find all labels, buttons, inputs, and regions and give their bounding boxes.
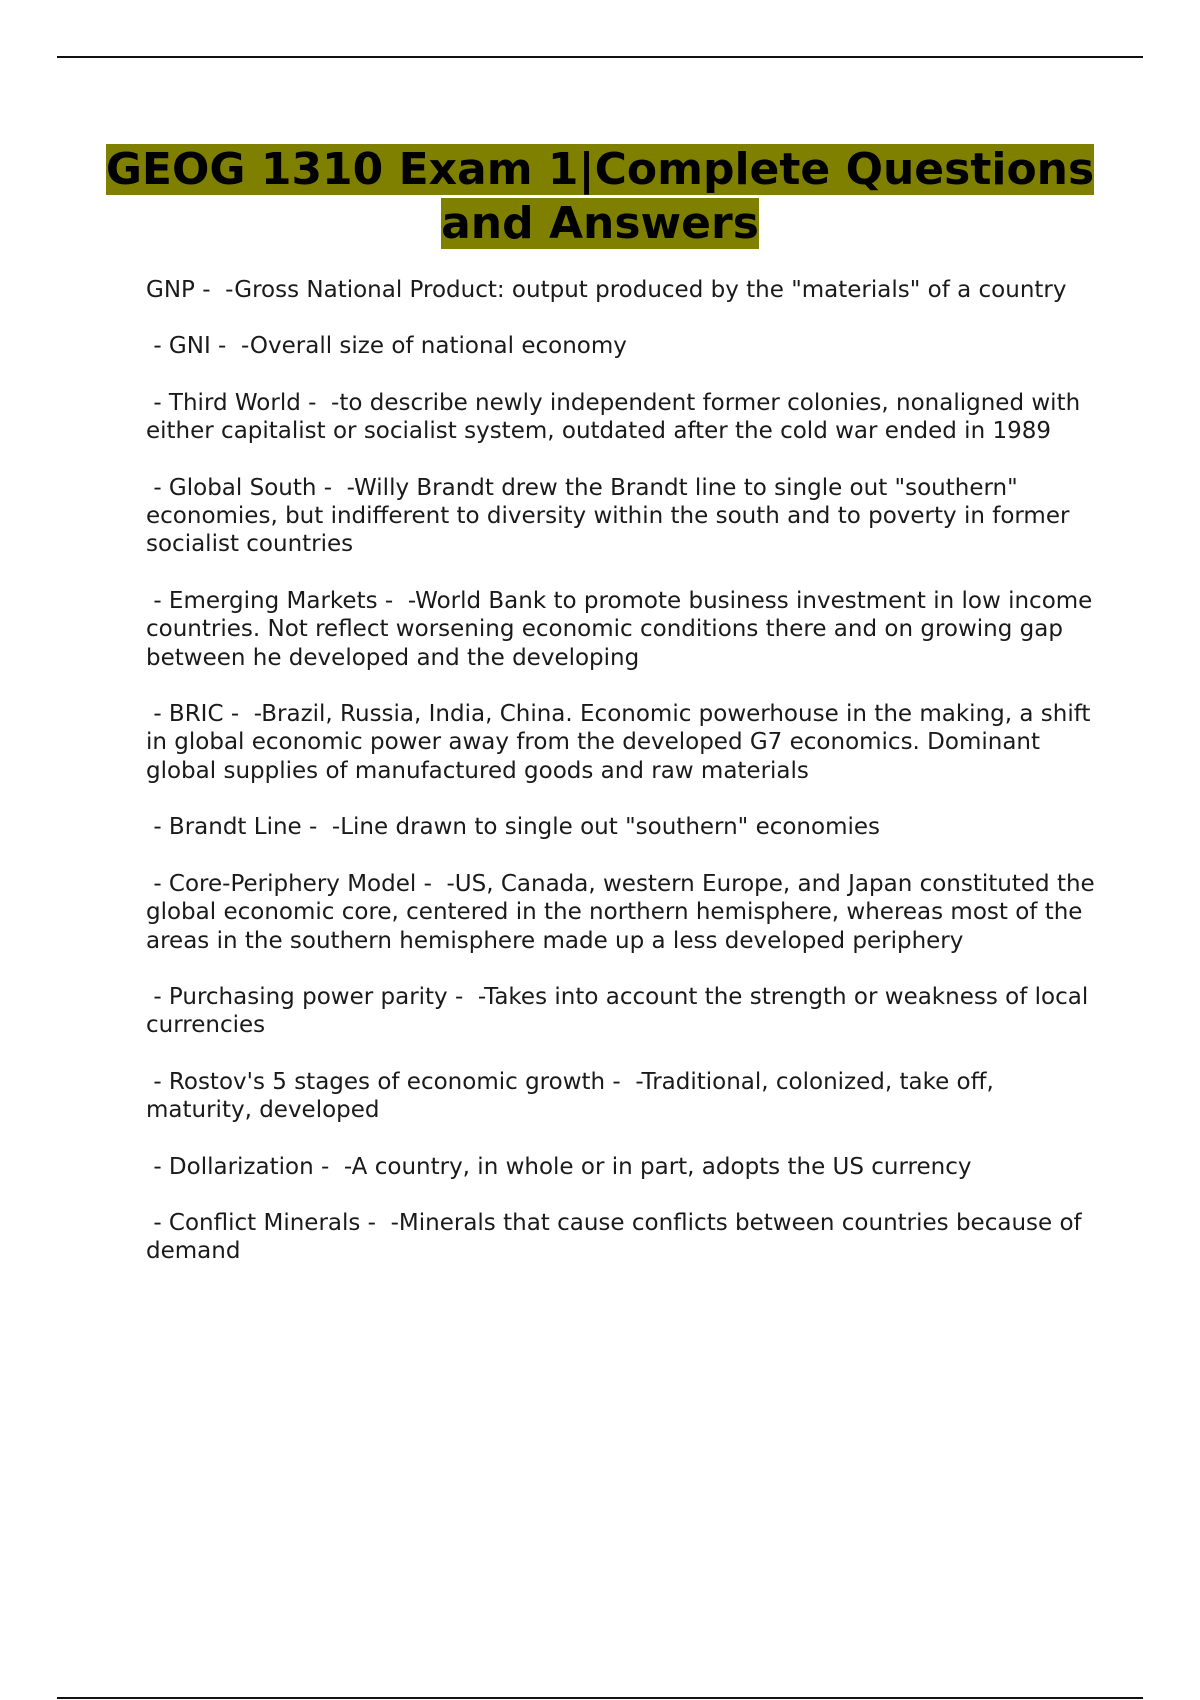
qa-list	[146, 276, 1103, 1294]
qa-entry-emerging-markets: - Emerging Markets - -World Bank to promote business investment in low income countries. Not reflect worsening economic conditions there and on growing gap between he developed and the developing	[146, 587, 1100, 671]
bottom-rule	[57, 1697, 1143, 1699]
qa-entry-dollarization: - Dollarization - -A country, in whole or in part, adopts the US currency	[146, 1153, 972, 1180]
qa-entry-gnp: GNP - -Gross National Product: output produced by the "materials" of a country	[146, 277, 1067, 303]
qa-entry-rostov: - Rostov's 5 stages of economic growth - -Traditional, colonized, take off, maturity, developed	[146, 1068, 1002, 1124]
qa-entry-bric: - BRIC - -Brazil, Russia, India, China. Economic powerhouse in the making, a shift in global economic power away from the developed G7 economics. Dominant global supplies of manufactured goods and raw materials	[146, 701, 1098, 784]
qa-entry-global-south: - Global South - -Willy Brandt drew the Brandt line to single out "southern" economies, but indifferent to diversity within the south and to poverty in former socialist countries	[146, 474, 1077, 558]
qa-entry-brandt-line: - Brandt Line - -Line drawn to single out "southern" economies	[146, 814, 881, 841]
qa-entry-third-world: - Third World - -to describe newly independent former colonies, nonaligned with either capitalist or socialist system, outdated after the cold war ended in 1989	[146, 389, 1088, 445]
qa-entry-conflict-minerals: - Conflict Minerals - -Minerals that cause conflicts between countries because of demand	[146, 1209, 1089, 1265]
document-title: GEOG 1310 Exam 1|Complete Questions and Answers	[105, 144, 1095, 249]
top-rule	[57, 56, 1143, 58]
title-block	[100, 143, 1100, 251]
qa-entry-ppp: - Purchasing power parity - -Takes into account the strength or weakness of local currencies	[146, 983, 1096, 1039]
qa-entry-gni: - GNI - -Overall size of national economy	[146, 333, 627, 360]
qa-entry-core-periphery: - Core-Periphery Model - -US, Canada, western Europe, and Japan constituted the global economic core, centered in the northern hemisphere, whereas most of the areas in the southern hemisphere made up a less developed periphery	[146, 870, 1103, 954]
